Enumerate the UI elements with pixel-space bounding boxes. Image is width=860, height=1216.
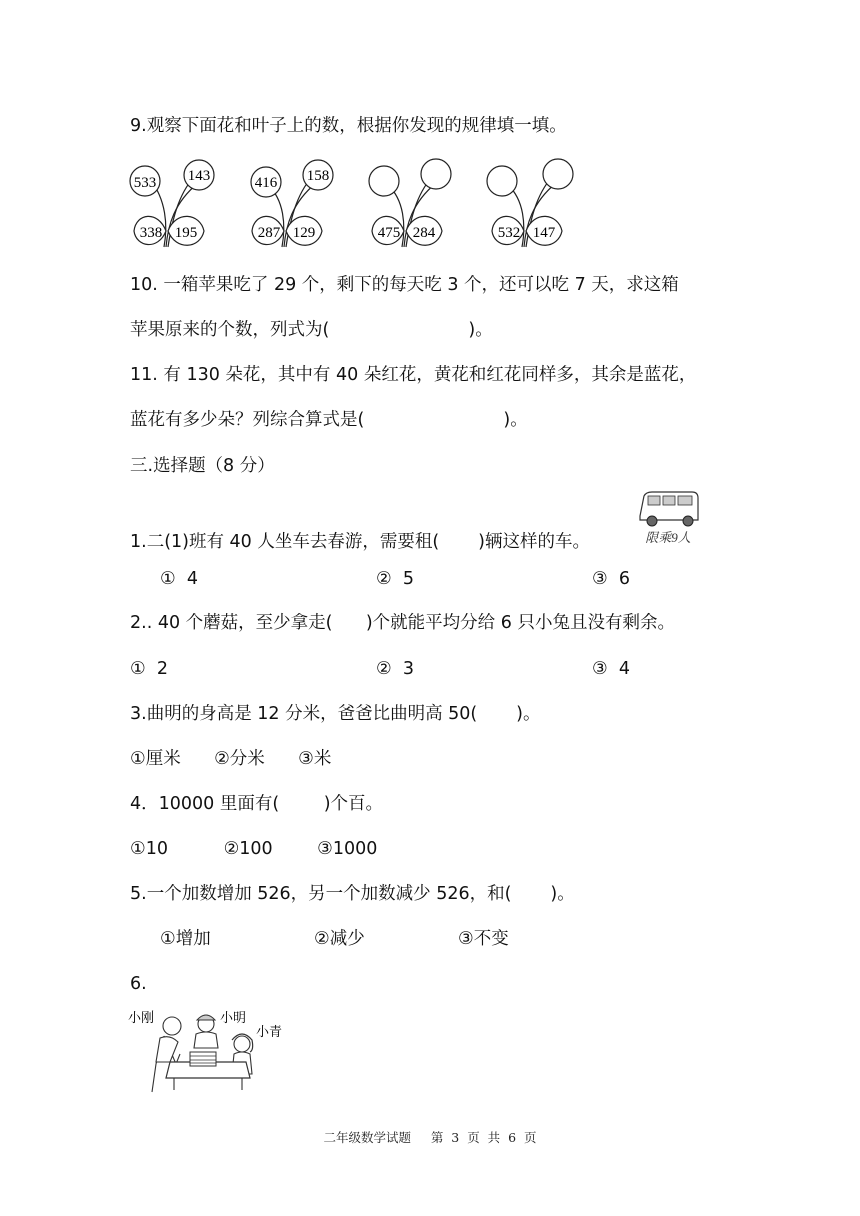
c6-text: 6. bbox=[130, 974, 147, 994]
children-table-illustration bbox=[126, 1004, 296, 1096]
c5-opt3: ③不变 bbox=[458, 929, 509, 949]
plant-1-leaf-right: 195 bbox=[174, 225, 198, 241]
plant-4-leaf-left: 532 bbox=[497, 225, 521, 241]
c1-opt1: ① 4 bbox=[160, 569, 198, 589]
section3-title: 三.选择题（8 分） bbox=[130, 456, 275, 476]
q10-line2: 苹果原来的个数，列式为( )。 bbox=[130, 320, 493, 340]
c1-text: 1.二(1)班有 40 人坐车去春游，需要租( )辆这样的车。 bbox=[130, 532, 590, 552]
plant-4 bbox=[487, 159, 573, 247]
c2-opt2: ② 3 bbox=[376, 659, 414, 679]
plant-1 bbox=[130, 160, 214, 247]
van-illustration bbox=[632, 486, 704, 548]
q11-line2: 蓝花有多少朵？列综合算式是( )。 bbox=[130, 410, 528, 430]
plant-1-flower-right: 143 bbox=[187, 168, 211, 184]
plant-3 bbox=[369, 159, 451, 247]
plant-2-leaf-right: 129 bbox=[292, 225, 316, 241]
page-footer: 二年级数学试题 第 3 页 共 6 页 bbox=[323, 1130, 537, 1145]
c4-options: ①10 ②100 ③1000 bbox=[130, 839, 378, 859]
c5-opt2: ②减少 bbox=[314, 929, 365, 949]
plant-2-flower-left: 416 bbox=[254, 175, 278, 191]
name-xiaogang: 小刚 bbox=[128, 1010, 155, 1025]
name-xiaoqing: 小青 bbox=[256, 1024, 283, 1039]
plant-3-leaf-right: 284 bbox=[412, 225, 436, 241]
c2-opt3: ③ 4 bbox=[592, 659, 630, 679]
plant-4-leaf-right: 147 bbox=[532, 225, 556, 241]
plant-1-flower-left: 533 bbox=[133, 175, 157, 191]
c5-text: 5.一个加数增加 526，另一个加数减少 526，和( )。 bbox=[130, 884, 575, 904]
name-xiaoming: 小明 bbox=[220, 1010, 247, 1025]
c3-text: 3.曲明的身高是 12 分米，爸爸比曲明高 50( )。 bbox=[130, 704, 541, 724]
plant-2-leaf-left: 287 bbox=[257, 225, 281, 241]
q10-line1: 10. 一箱苹果吃了 29 个，剩下的每天吃 3 个，还可以吃 7 天，求这箱 bbox=[130, 275, 679, 295]
q9-plants-figure bbox=[128, 155, 588, 255]
c3-options: ①厘米 ②分米 ③米 bbox=[130, 749, 332, 769]
q9-text: 9.观察下面花和叶子上的数，根据你发现的规律填一填。 bbox=[130, 116, 567, 136]
c2-opt1: ① 2 bbox=[130, 659, 168, 679]
c1-opt2: ② 5 bbox=[376, 569, 414, 589]
plant-2 bbox=[251, 160, 333, 247]
c1-opt3: ③ 6 bbox=[592, 569, 630, 589]
c5-opt1: ①增加 bbox=[160, 929, 211, 949]
c2-text: 2.. 40 个蘑菇，至少拿走( )个就能平均分给 6 只小兔且没有剩余。 bbox=[130, 613, 675, 633]
van-caption: 限乘9人 bbox=[645, 530, 691, 545]
c4-text: 4．10000 里面有( )个百。 bbox=[130, 794, 384, 814]
plant-1-leaf-left: 338 bbox=[139, 225, 163, 241]
plant-2-flower-right: 158 bbox=[306, 168, 330, 184]
plant-3-leaf-left: 475 bbox=[377, 225, 401, 241]
q11-line1: 11. 有 130 朵花，其中有 40 朵红花，黄花和红花同样多，其余是蓝花， bbox=[130, 365, 697, 385]
